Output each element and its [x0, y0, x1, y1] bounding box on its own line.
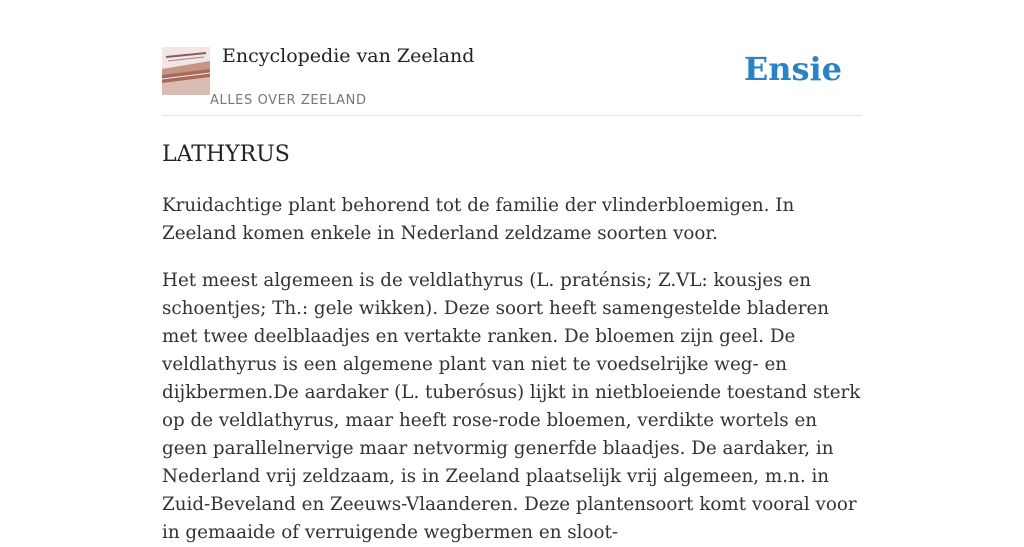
- book-photo-icon: [162, 47, 210, 95]
- site-avatar[interactable]: [162, 47, 210, 95]
- site-header: [162, 0, 862, 116]
- site-title[interactable]: Encyclopedie van Zeeland: [222, 45, 475, 67]
- article-title: LATHYRUS: [162, 142, 290, 167]
- site-tagline: ALLES OVER ZEELAND: [210, 93, 367, 108]
- article-paragraph: Kruidachtige plant behorend tot de familie der vlinderbloemigen. In Zeeland komen enkele in Nederland zeldzame soorten voor.: [162, 195, 795, 244]
- content-container: [162, 0, 862, 547]
- article-paragraph: Het meest algemeen is de veldlathyrus (L. praténsis; Z.VL: kousjes en schoentjes; Th.: gele wikken). Deze soort heeft samengestelde bladeren met twee deelblaadjes en vertakte ranken. De bloemen zijn geel. De veldlathyrus is een algemene plant van niet te voedselrijke weg- en dijkbermen.De aardaker (L. tuberósus) lijkt in nietbloeiende toestand sterk op de veldlathyrus, maar heeft rose-rode bloemen, verdikte wortels en geen parallelnervige maar netvormig generfde blaadjes. De aardaker, in Nederland vrij zeldzaam, is in Zeeland plaatselijk vrij algemeen, m.n. in Zuid-Beveland en Zeeuws-Vlaanderen. Deze plantensoort komt vooral voor in gemaaide of verruigende wegbermen en sloot-: [162, 270, 861, 543]
- brand-logo[interactable]: Ensie: [743, 50, 842, 88]
